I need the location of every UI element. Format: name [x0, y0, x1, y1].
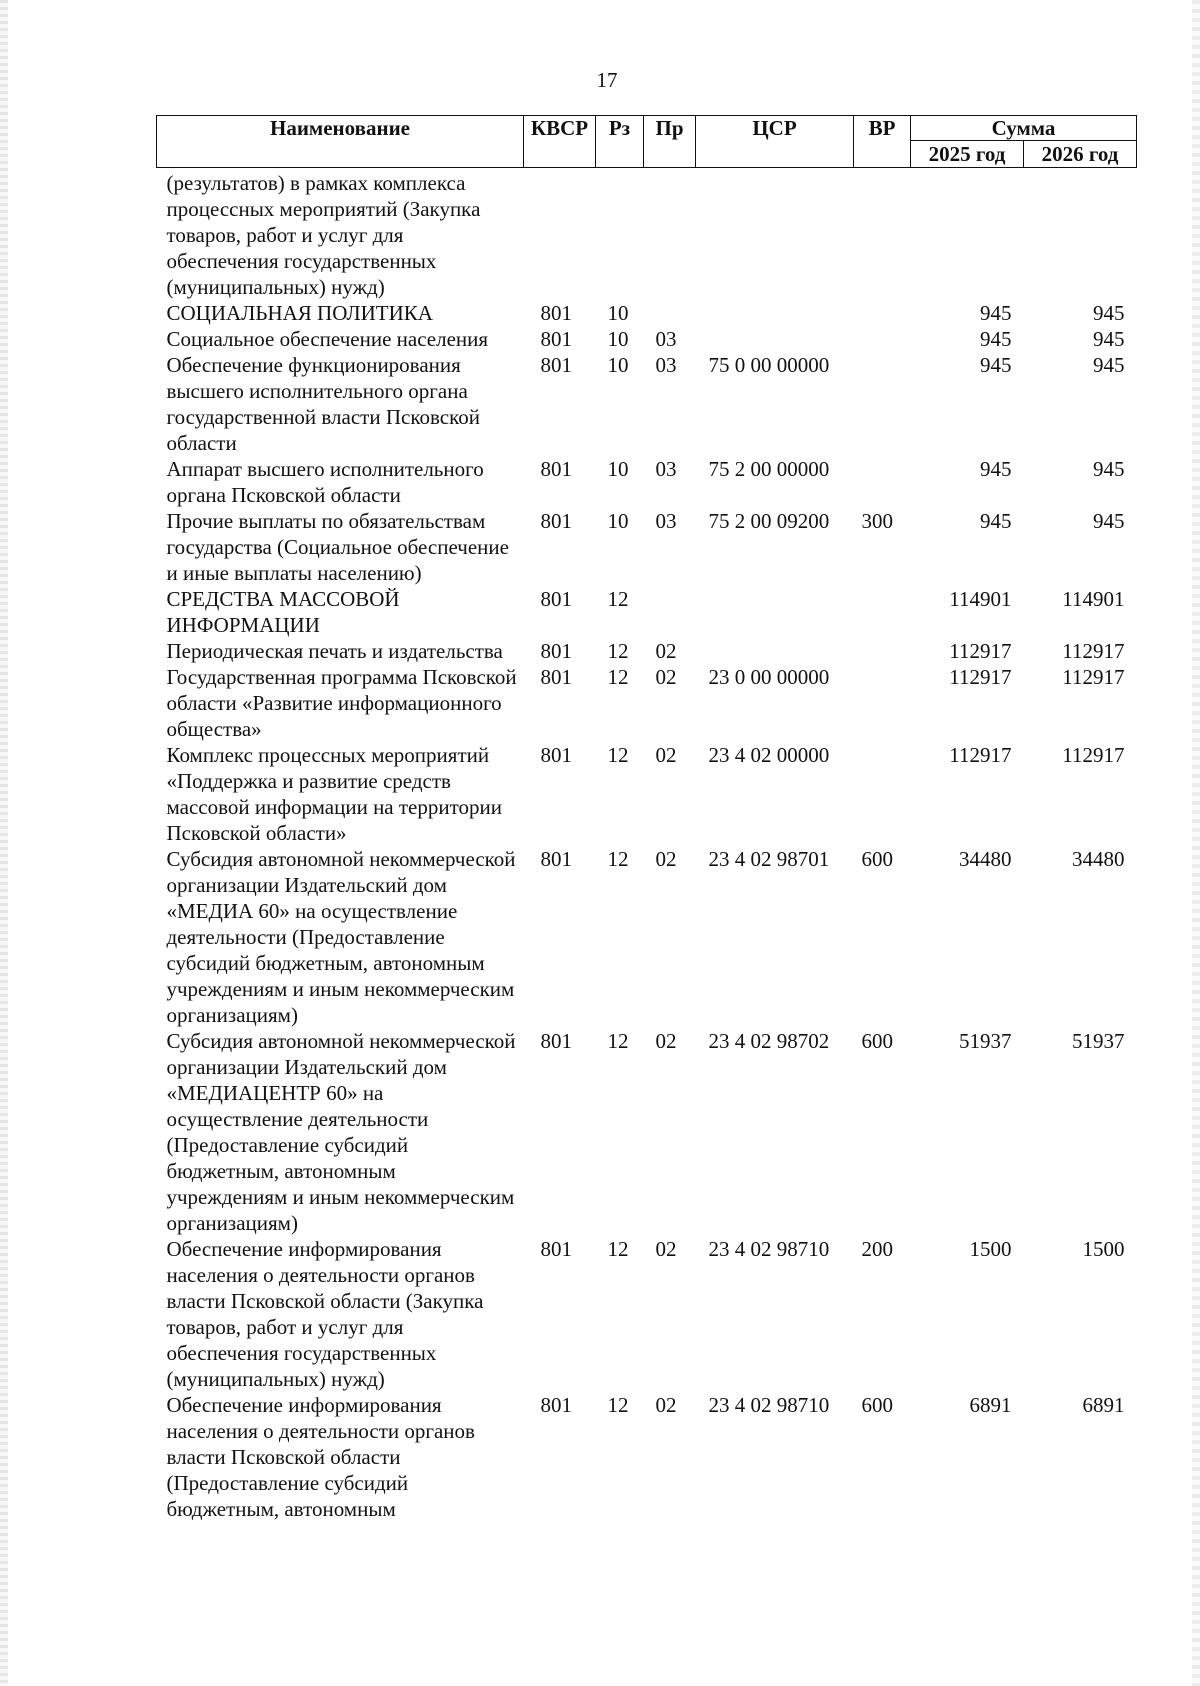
cell-kvsr: 801	[540, 665, 572, 689]
header-pr: Пр	[644, 116, 696, 168]
cell-vr	[854, 300, 911, 326]
cell-vr	[854, 586, 911, 638]
cell-name: Обеспечение информирования населения о деятельности органов власти Псковской области (Закупка товаров, работ и услуг для обеспечения государственных (муниципальных) нужд)	[166, 1237, 484, 1391]
cell-pr	[644, 300, 696, 326]
cell-csr: 23 4 02 00000	[708, 743, 830, 767]
table-row	[157, 846, 1137, 1028]
cell-amount-2026: 945	[1093, 457, 1125, 481]
table-header	[157, 116, 1137, 168]
cell-kvsr: 801	[540, 509, 572, 533]
cell-csr	[696, 168, 854, 301]
cell-kvsr: 801	[540, 1393, 572, 1417]
cell-name: СРЕДСТВА МАССОВОЙ ИНФОРМАЦИИ	[166, 587, 400, 637]
table-row	[157, 300, 1137, 326]
table-row	[157, 638, 1137, 664]
cell-amount-2025: 1500	[969, 1237, 1012, 1261]
cell-amount-2026: 114901	[1062, 587, 1125, 611]
cell-pr: 02	[655, 1237, 677, 1261]
cell-kvsr: 801	[540, 1029, 572, 1053]
cell-vr: 600	[861, 1393, 893, 1417]
cell-amount-2025: 945	[980, 301, 1012, 325]
cell-pr: 03	[655, 327, 677, 351]
cell-csr: 23 0 00 00000	[708, 665, 830, 689]
cell-name: Комплекс процессных мероприятий «Поддержка и развитие средств массовой информации на территории Псковской области»	[166, 743, 502, 845]
cell-name: Обеспечение функционирования высшего исполнительного органа государственной власти Псковской области	[166, 353, 480, 455]
cell-amount-2026: 1500	[1082, 1237, 1125, 1261]
cell-rz: 10	[607, 353, 629, 377]
table-row	[157, 586, 1137, 638]
scan-edge-left	[0, 0, 8, 1686]
cell-pr: 02	[655, 743, 677, 767]
cell-rz: 12	[607, 587, 629, 611]
cell-vr	[854, 664, 911, 742]
cell-csr: 23 4 02 98710	[708, 1393, 830, 1417]
cell-rz: 10	[607, 301, 629, 325]
cell-csr	[696, 638, 854, 664]
table-row	[157, 1028, 1137, 1236]
table-row	[157, 352, 1137, 456]
cell-kvsr: 801	[540, 457, 572, 481]
table-row	[157, 456, 1137, 508]
cell-kvsr: 801	[540, 847, 572, 871]
cell-rz: 10	[607, 509, 629, 533]
cell-pr: 03	[655, 509, 677, 533]
cell-amount-2026	[1024, 168, 1137, 301]
cell-kvsr: 801	[540, 327, 572, 351]
cell-amount-2025: 945	[980, 327, 1012, 351]
cell-amount-2026: 112917	[1062, 639, 1125, 663]
table-row	[157, 742, 1137, 846]
cell-amount-2026: 51937	[1072, 1029, 1125, 1053]
cell-pr: 02	[655, 847, 677, 871]
cell-pr: 02	[655, 665, 677, 689]
cell-csr: 75 2 00 00000	[708, 457, 830, 481]
cell-amount-2025: 6891	[969, 1393, 1012, 1417]
cell-name: Обеспечение информирования населения о деятельности органов власти Псковской области (Предоставление субсидий бюджетным, автономным	[166, 1393, 475, 1521]
cell-name: Субсидия автономной некоммерческой организации Издательский дом «МЕДИА 60» на осуществление деятельности (Предоставление субсидий бюджетным, автономным учреждениям и иным некоммерческим организациям)	[166, 847, 516, 1027]
cell-amount-2025	[911, 168, 1024, 301]
cell-name: Социальное обеспечение населения	[166, 327, 489, 351]
cell-name: СОЦИАЛЬНАЯ ПОЛИТИКА	[166, 301, 433, 325]
cell-amount-2026: 6891	[1082, 1393, 1125, 1417]
cell-amount-2026: 112917	[1062, 743, 1125, 767]
cell-amount-2026: 945	[1093, 327, 1125, 351]
cell-vr	[854, 638, 911, 664]
table-row	[157, 664, 1137, 742]
cell-vr: 600	[861, 847, 893, 871]
cell-csr: 23 4 02 98702	[708, 1029, 830, 1053]
cell-rz: 12	[607, 847, 629, 871]
cell-rz: 10	[607, 457, 629, 481]
cell-amount-2025: 945	[980, 353, 1012, 377]
cell-pr	[644, 586, 696, 638]
cell-pr: 02	[655, 1393, 677, 1417]
cell-rz: 12	[607, 1393, 629, 1417]
cell-kvsr: 801	[540, 1237, 572, 1261]
table-row	[157, 326, 1137, 352]
cell-kvsr: 801	[540, 301, 572, 325]
cell-pr: 02	[655, 1029, 677, 1053]
cell-rz: 12	[607, 1237, 629, 1261]
header-kvsr: КВСР	[524, 116, 596, 168]
cell-amount-2025: 112917	[949, 665, 1012, 689]
cell-kvsr: 801	[540, 639, 572, 663]
page-number	[0, 68, 1200, 93]
header-year-2025: 2025 год	[911, 141, 1024, 168]
cell-rz: 12	[607, 639, 629, 663]
table-row	[157, 1392, 1137, 1522]
cell-csr	[696, 586, 854, 638]
cell-kvsr: 801	[540, 743, 572, 767]
cell-csr: 75 0 00 00000	[708, 353, 830, 377]
cell-vr: 300	[861, 509, 893, 533]
cell-vr	[854, 352, 911, 456]
cell-amount-2025: 112917	[949, 639, 1012, 663]
table-body	[157, 168, 1137, 1523]
cell-vr	[854, 742, 911, 846]
table-row	[157, 1236, 1137, 1392]
cell-kvsr	[524, 168, 596, 301]
cell-csr	[696, 300, 854, 326]
table-row	[157, 168, 1137, 301]
cell-csr	[696, 326, 854, 352]
cell-rz: 12	[607, 743, 629, 767]
cell-amount-2026: 945	[1093, 301, 1125, 325]
header-amount: Сумма	[911, 116, 1137, 141]
header-vr: ВР	[854, 116, 911, 168]
cell-name: Аппарат высшего исполнительного органа Псковской области	[166, 457, 484, 507]
cell-name: Периодическая печать и издательства	[166, 639, 503, 663]
header-name: Наименование	[157, 116, 524, 168]
cell-csr: 23 4 02 98710	[708, 1237, 830, 1261]
cell-name: Государственная программа Псковской области «Развитие информационного общества»	[166, 665, 517, 741]
scan-edge-right	[1192, 0, 1200, 1686]
cell-amount-2025: 34480	[959, 847, 1012, 871]
cell-amount-2025: 114901	[949, 587, 1012, 611]
cell-kvsr: 801	[540, 353, 572, 377]
cell-amount-2025: 945	[980, 509, 1012, 533]
cell-pr: 03	[655, 457, 677, 481]
cell-kvsr: 801	[540, 587, 572, 611]
cell-pr: 02	[655, 639, 677, 663]
cell-vr	[854, 456, 911, 508]
cell-amount-2025: 945	[980, 457, 1012, 481]
cell-vr: 200	[861, 1237, 893, 1261]
header-rz: Рз	[596, 116, 644, 168]
cell-amount-2025: 112917	[949, 743, 1012, 767]
table-row	[157, 508, 1137, 586]
cell-rz	[596, 168, 644, 301]
cell-amount-2026: 34480	[1072, 847, 1125, 871]
cell-vr: 600	[861, 1029, 893, 1053]
header-csr: ЦСР	[696, 116, 854, 168]
cell-amount-2026: 112917	[1062, 665, 1125, 689]
cell-pr: 03	[655, 353, 677, 377]
cell-amount-2025: 51937	[959, 1029, 1012, 1053]
cell-rz: 12	[607, 665, 629, 689]
cell-vr	[854, 326, 911, 352]
cell-rz: 12	[607, 1029, 629, 1053]
cell-name: Субсидия автономной некоммерческой организации Издательский дом «МЕДИАЦЕНТР 60» на осуществление деятельности (Предоставление субсидий бюджетным, автономным учреждениям и иным некоммерческим организациям)	[166, 1029, 516, 1235]
cell-name: (результатов) в рамках комплекса процессных мероприятий (Закупка товаров, работ и услуг для обеспечения государственных (муниципальных) нужд)	[166, 171, 481, 299]
page-number-text: 17	[596, 68, 618, 92]
cell-name: Прочие выплаты по обязательствам государства (Социальное обеспечение и иные выплаты населению)	[166, 509, 509, 585]
budget-table	[156, 115, 1137, 1522]
cell-pr	[644, 168, 696, 301]
header-year-2026: 2026 год	[1024, 141, 1137, 168]
cell-rz: 10	[607, 327, 629, 351]
cell-amount-2026: 945	[1093, 509, 1125, 533]
cell-vr	[854, 168, 911, 301]
cell-csr: 23 4 02 98701	[708, 847, 830, 871]
cell-amount-2026: 945	[1093, 353, 1125, 377]
cell-csr: 75 2 00 09200	[708, 509, 830, 533]
